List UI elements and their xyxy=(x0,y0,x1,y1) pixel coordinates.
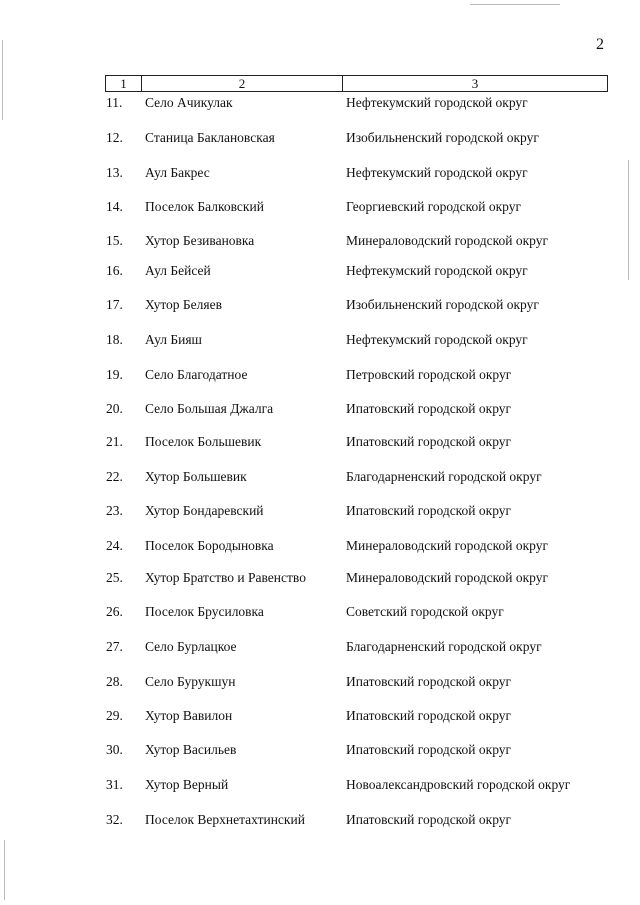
row-number: 14. xyxy=(106,199,123,214)
settlement-name: Хутор Большевик xyxy=(145,469,247,484)
settlement-name: Село Бурлацкое xyxy=(145,639,237,654)
row-number: 15. xyxy=(106,233,123,248)
settlement-name: Село Благодатное xyxy=(145,367,248,382)
district-name: Ипатовский городской округ xyxy=(346,812,512,827)
settlement-name: Хутор Братство и Равенство xyxy=(145,570,306,585)
district-name: Ипатовский городской округ xyxy=(346,401,512,416)
settlement-name: Село Большая Джалга xyxy=(145,401,274,416)
list-item xyxy=(0,503,640,523)
row-number: 18. xyxy=(106,332,123,347)
settlement-name: Хутор Васильев xyxy=(145,742,237,757)
district-name: Ипатовский городской округ xyxy=(346,434,512,449)
row-number: 23. xyxy=(106,503,123,518)
district-name: Нефтекумский городской округ xyxy=(346,332,528,347)
header-col-3: 3 xyxy=(471,76,479,91)
district-name: Нефтекумский городской округ xyxy=(346,263,528,278)
list-item xyxy=(0,674,640,694)
settlement-name: Поселок Большевик xyxy=(145,434,262,449)
row-number: 19. xyxy=(106,367,123,382)
list-item xyxy=(0,742,640,762)
scan-edge-mark xyxy=(2,40,3,120)
scan-edge-mark xyxy=(628,160,629,280)
list-item xyxy=(0,297,640,317)
list-item xyxy=(0,367,640,387)
list-item xyxy=(0,95,640,115)
row-number: 20. xyxy=(106,401,123,416)
header-col-1: 1 xyxy=(106,76,142,91)
list-item xyxy=(0,708,640,728)
district-name: Новоалександровский городской округ xyxy=(346,777,571,792)
row-number: 13. xyxy=(106,165,123,180)
settlement-name: Хутор Бондаревский xyxy=(145,503,264,518)
row-number: 32. xyxy=(106,812,123,827)
row-number: 31. xyxy=(106,777,123,792)
settlement-name: Аул Бейсей xyxy=(145,263,211,278)
district-name: Георгиевский городской округ xyxy=(346,199,522,214)
row-number: 22. xyxy=(106,469,123,484)
page-number: 2 xyxy=(596,36,604,53)
district-name: Ипатовский городской округ xyxy=(346,708,512,723)
row-number: 28. xyxy=(106,674,123,689)
table-header xyxy=(105,75,608,92)
settlement-name: Аул Бакрес xyxy=(145,165,210,180)
list-item xyxy=(0,401,640,421)
row-number: 17. xyxy=(106,297,123,312)
list-item xyxy=(0,434,640,454)
row-number: 25. xyxy=(106,570,123,585)
scan-edge-mark xyxy=(4,840,5,900)
row-number: 26. xyxy=(106,604,123,619)
district-name: Благодарненский городской округ xyxy=(346,639,542,654)
row-number: 24. xyxy=(106,538,123,553)
list-item xyxy=(0,233,640,253)
settlement-name: Село Ачикулак xyxy=(145,95,233,110)
row-number: 27. xyxy=(106,639,123,654)
district-name: Минераловодский городской округ xyxy=(346,570,548,585)
district-name: Благодарненский городской округ xyxy=(346,469,542,484)
district-name: Советский городской округ xyxy=(346,604,504,619)
list-item xyxy=(0,538,640,558)
list-item xyxy=(0,812,640,832)
district-name: Ипатовский городской округ xyxy=(346,674,512,689)
settlement-name: Аул Бияш xyxy=(145,332,202,347)
row-number: 11. xyxy=(106,95,123,110)
list-item xyxy=(0,332,640,352)
settlement-name: Станица Баклановская xyxy=(145,130,275,145)
district-name: Изобильненский городской округ xyxy=(346,297,539,312)
settlement-name: Хутор Безивановка xyxy=(145,233,255,248)
list-item xyxy=(0,639,640,659)
list-item xyxy=(0,263,640,283)
district-name: Нефтекумский городской округ xyxy=(346,95,528,110)
district-name: Нефтекумский городской округ xyxy=(346,165,528,180)
district-name: Петровский городской округ xyxy=(346,367,512,382)
list-item xyxy=(0,777,640,797)
list-item xyxy=(0,130,640,150)
settlement-name: Поселок Балковский xyxy=(145,199,264,214)
list-item xyxy=(0,199,640,219)
district-name: Ипатовский городской округ xyxy=(346,742,512,757)
row-number: 29. xyxy=(106,708,123,723)
list-item xyxy=(0,165,640,185)
settlement-name: Хутор Верный xyxy=(145,777,229,792)
row-number: 21. xyxy=(106,434,123,449)
scan-edge-mark xyxy=(470,4,560,5)
settlement-name: Хутор Вавилон xyxy=(145,708,233,723)
settlement-name: Село Бурукшун xyxy=(145,674,236,689)
list-item xyxy=(0,570,640,590)
list-item xyxy=(0,604,640,624)
header-col-2: 2 xyxy=(142,76,343,91)
settlement-name: Поселок Брусиловка xyxy=(145,604,264,619)
settlement-name: Хутор Беляев xyxy=(145,297,222,312)
district-name: Минераловодский городской округ xyxy=(346,538,548,553)
row-number: 16. xyxy=(106,263,123,278)
district-name: Изобильненский городской округ xyxy=(346,130,539,145)
district-name: Ипатовский городской округ xyxy=(346,503,512,518)
list-item xyxy=(0,469,640,489)
settlement-name: Поселок Верхнетахтинский xyxy=(145,812,305,827)
row-number: 12. xyxy=(106,130,123,145)
settlement-name: Поселок Бородыновка xyxy=(145,538,274,553)
row-number: 30. xyxy=(106,742,123,757)
district-name: Минераловодский городской округ xyxy=(346,233,548,248)
